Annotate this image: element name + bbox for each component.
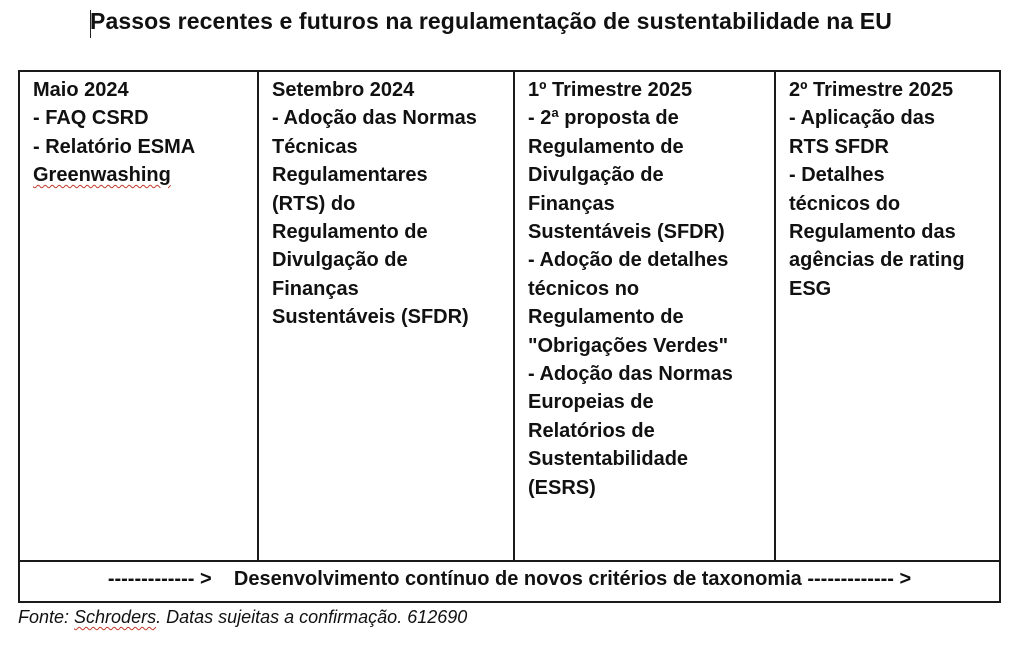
column-q2-2025: [774, 72, 1001, 560]
column-item: Europeias de: [528, 391, 654, 414]
column-item: ESG: [789, 277, 832, 300]
timeline-table: [18, 70, 1001, 603]
column-item: - 2ª proposta de: [528, 107, 679, 130]
column-item: Finanças: [272, 277, 359, 300]
column-item: - Aplicação das: [789, 107, 935, 130]
column-item: Relatórios de: [528, 419, 655, 442]
column-header: 2º Trimestre 2025: [789, 79, 954, 101]
column-item: Finanças: [528, 192, 615, 215]
column-item: - FAQ CSRD: [33, 107, 149, 130]
source-suffix: . Datas sujeitas a confirmação. 612690: [156, 607, 468, 627]
source-note: [18, 607, 467, 628]
arrow-right: ------------- >: [807, 568, 912, 590]
column-item: agências de rating: [789, 249, 965, 272]
column-item: RTS SFDR: [789, 135, 889, 158]
column-item: Divulgação de: [272, 249, 408, 272]
column-item: Regulamento de: [272, 221, 428, 244]
column-item: técnicos no: [528, 277, 640, 300]
column-item: (ESRS): [528, 476, 596, 499]
column-header: 1º Trimestre 2025: [528, 79, 693, 101]
column-item: Regulamento das: [789, 221, 956, 244]
taxonomy-row: [20, 560, 999, 601]
column-item: (RTS) do: [272, 192, 356, 215]
arrow-left: ------------- >: [107, 568, 212, 590]
column-item: Regulamento de: [528, 135, 684, 158]
page-title: Passos recentes e futuros na regulamentação de sustentabilidade na EU: [90, 8, 892, 34]
column-item: - Relatório ESMA: [33, 135, 196, 158]
column-item: - Detalhes: [789, 164, 885, 187]
column-q1-2025: [513, 72, 774, 560]
column-header: Setembro 2024: [272, 79, 415, 101]
column-item: técnicos do: [789, 192, 901, 215]
column-item: Sustentáveis (SFDR): [272, 306, 469, 329]
taxonomy-text: Desenvolvimento contínuo de novos critérios de taxonomia: [233, 568, 802, 590]
column-may-2024: [20, 72, 257, 560]
column-item: Técnicas: [272, 135, 358, 158]
column-header: Maio 2024: [33, 79, 129, 101]
column-item: - Adoção das Normas: [528, 363, 733, 386]
column-item: Sustentáveis (SFDR): [528, 221, 725, 244]
column-item: "Obrigações Verdes": [528, 334, 729, 357]
column-item: Regulamentares: [272, 164, 428, 187]
source-name: Schroders: [74, 607, 157, 627]
column-item-line: [33, 161, 247, 189]
column-item: Divulgação de: [528, 164, 664, 187]
column-item: Greenwashing: [33, 164, 171, 187]
source-prefix: Fonte:: [18, 607, 75, 627]
column-sep-2024: [257, 72, 513, 560]
column-item: - Adoção de detalhes: [528, 249, 729, 272]
column-item: Regulamento de: [528, 306, 684, 329]
column-item: - Adoção das Normas: [272, 107, 477, 130]
column-item: Sustentabilidade: [528, 448, 689, 471]
